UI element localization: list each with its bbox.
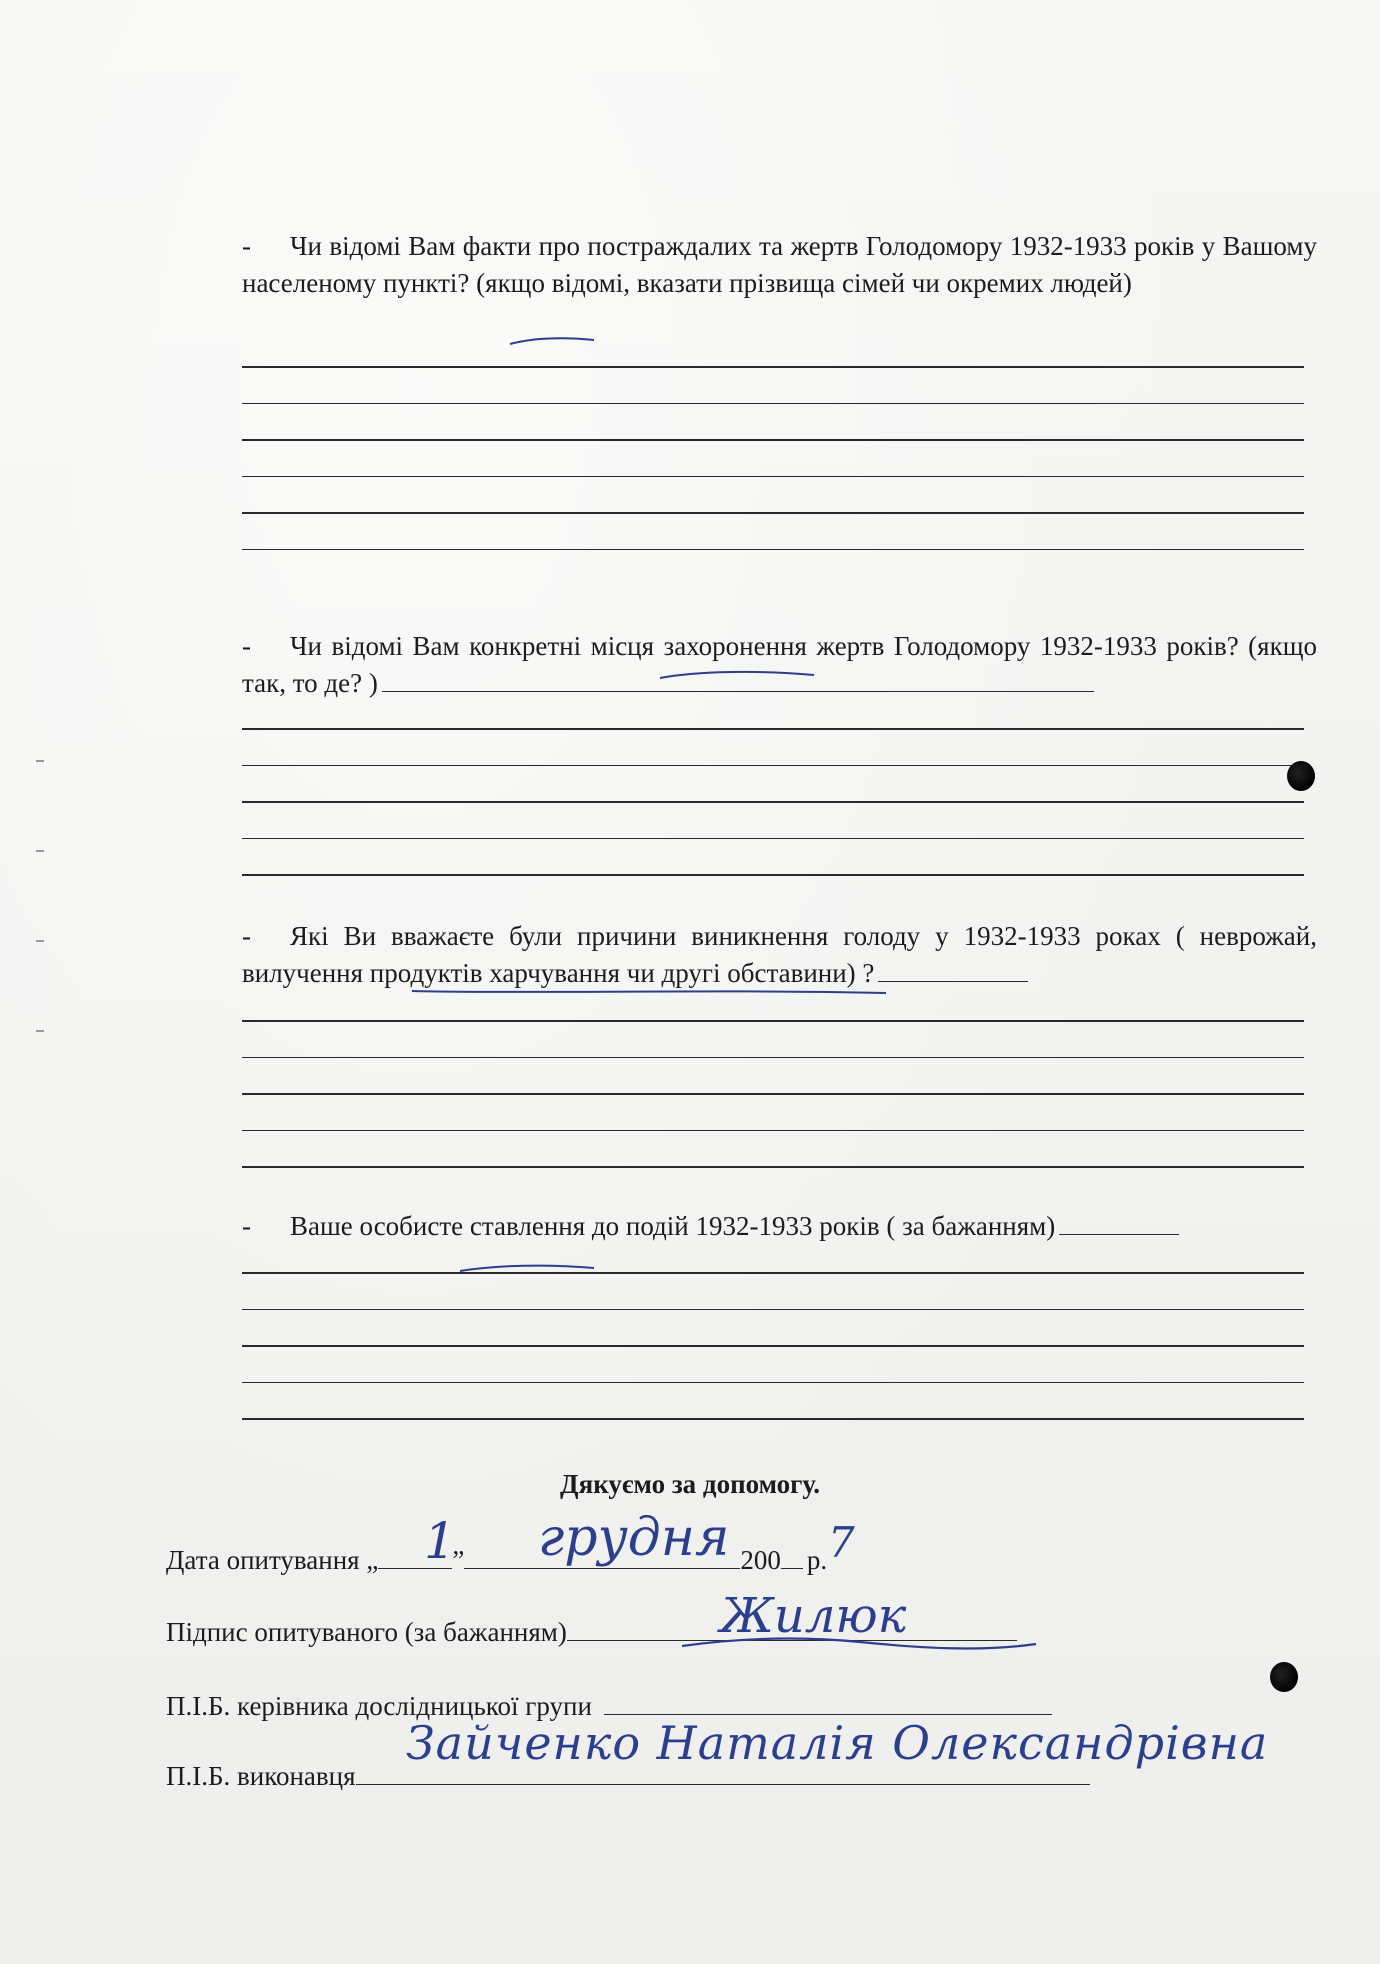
answer-fill-4[interactable] xyxy=(1059,1212,1179,1235)
date-year-suffix: р. xyxy=(806,1545,828,1575)
question-3 xyxy=(242,918,1317,992)
leader-label: П.І.Б. керівника дослідницької групи xyxy=(166,1691,592,1721)
answer-lines-4[interactable] xyxy=(242,1272,1304,1455)
leader-name-field[interactable] xyxy=(604,1690,1052,1715)
handwritten-performer-name: Зайченко Наталія Олександрівна xyxy=(406,1716,1269,1770)
handwritten-month: грудня xyxy=(538,1508,730,1568)
pen-stroke xyxy=(410,984,890,998)
question-2 xyxy=(242,628,1317,702)
question-dash: - xyxy=(242,631,251,661)
question-dash: - xyxy=(242,231,251,261)
question-3-text: Які Ви вважаєте були причини виникнення голоду у 1932-1933 роках ( неврожай, вилучення продуктів харчування чи другі обставини) ? xyxy=(242,921,1317,988)
question-2-text: Чи відомі Вам конкретні місця захоронення жертв Голодомору 1932-1933 років? (якщо так, то де? ) xyxy=(242,631,1317,698)
margin-marks xyxy=(36,760,42,1060)
question-1-text: Чи відомі Вам факти про постраждалих та жертв Голодомору 1932-1933 років у Вашому населеному пункті? (якщо відомі, вказати прізвища сімей чи окремих людей) xyxy=(242,231,1317,298)
handwritten-year-digit: 7 xyxy=(828,1518,855,1567)
handwritten-day: 1 xyxy=(424,1512,456,1570)
question-4 xyxy=(242,1208,1317,1245)
date-year-prefix: 200 xyxy=(740,1545,781,1575)
question-dash: - xyxy=(242,1211,251,1241)
signature-stroke xyxy=(680,1628,1040,1658)
performer-label: П.І.Б. виконавця xyxy=(166,1761,356,1791)
punch-hole-bottom xyxy=(1270,1662,1298,1692)
question-dash: - xyxy=(242,921,251,951)
answer-lines-1[interactable] xyxy=(242,366,1304,585)
signature-label: Підпис опитуваного (за бажанням) xyxy=(166,1617,567,1647)
pen-stroke xyxy=(508,334,598,350)
answer-fill-3[interactable] xyxy=(878,959,1028,982)
date-quote-close: ” xyxy=(452,1545,465,1575)
handwritten-signature: Жилюк xyxy=(720,1588,907,1644)
date-year-field[interactable] xyxy=(781,1544,803,1569)
punch-hole-top xyxy=(1287,761,1315,791)
date-label: Дата опитування „ xyxy=(166,1545,379,1575)
question-1 xyxy=(242,228,1317,302)
question-4-text: Ваше особисте ставлення до подій 1932-1933 років ( за бажанням) xyxy=(290,1211,1056,1241)
answer-lines-3[interactable] xyxy=(242,1020,1304,1203)
pen-stroke xyxy=(658,668,818,684)
thanks-heading: Дякуємо за допомогу. xyxy=(560,1469,820,1499)
answer-lines-2[interactable] xyxy=(242,728,1304,911)
